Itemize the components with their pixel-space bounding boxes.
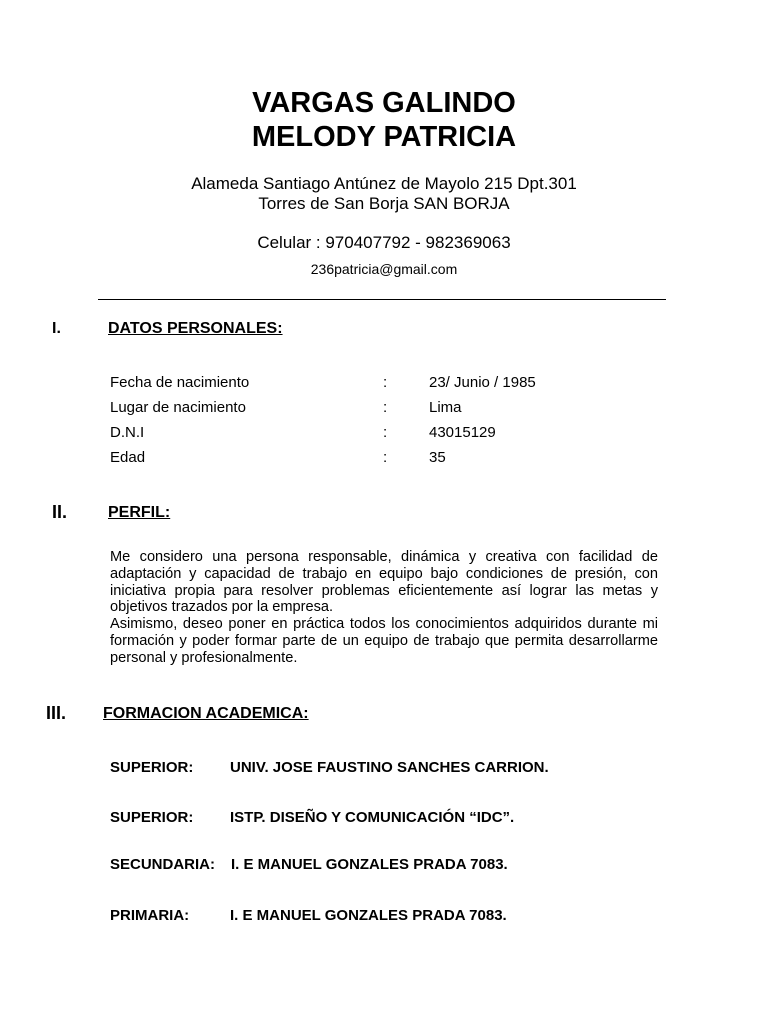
row-colon: : [383, 374, 388, 391]
row-label: D.N.I [110, 424, 145, 441]
profile-paragraph-2: Asimismo, deseo poner en práctica todos los conocimientos adquiridos durante mi formación y poder formar parte de un equipo de trabajo que permita desarrollarme personal y profesionalmente. [110, 616, 658, 666]
row-value: Lima [429, 399, 462, 416]
education-institution: UNIV. JOSE FAUSTINO SANCHES CARRION. [230, 759, 549, 776]
section-3-title: FORMACION ACADEMICA: [103, 705, 309, 722]
row-value: 43015129 [429, 424, 496, 441]
name-line-1: VARGAS GALINDO [252, 87, 516, 119]
address-line-1: Alameda Santiago Antúnez de Mayolo 215 Dpt.301 [191, 174, 577, 193]
email-line: 236patricia@gmail.com [310, 261, 458, 277]
education-level: PRIMARIA: [110, 907, 190, 924]
row-label: Edad [110, 449, 146, 466]
row-label: Fecha de nacimiento [110, 374, 250, 391]
phone-line: Celular : 970407792 - 982369063 [257, 233, 511, 252]
education-level: SECUNDARIA: [110, 856, 215, 873]
profile-text [110, 549, 658, 667]
row-value: 23/ Junio / 1985 [429, 374, 536, 391]
profile-paragraph-1: Me considero una persona responsable, dinámica y creativa con facilidad de adaptación y capacidad de trabajo en equipo bajo condiciones de presión, con iniciativa propia para resolver problemas eficientemente así lograr las metas y objetivos trazados por la empresa. [110, 549, 658, 616]
row-value: 35 [429, 449, 446, 466]
section-2-numeral: II. [52, 502, 68, 522]
address-line-2: Torres de San Borja SAN BORJA [258, 194, 510, 213]
education-institution: I. E MANUEL GONZALES PRADA 7083. [230, 907, 507, 924]
row-colon: : [383, 424, 388, 441]
education-level: SUPERIOR: [110, 759, 194, 776]
section-1-title: DATOS PERSONALES: [108, 320, 283, 337]
section-2-title: PERFIL: [108, 504, 171, 521]
header-divider [98, 299, 666, 300]
row-colon: : [383, 399, 388, 416]
education-level: SUPERIOR: [110, 809, 194, 826]
row-label: Lugar de nacimiento [110, 399, 246, 416]
name-line-2: MELODY PATRICIA [251, 121, 517, 153]
row-colon: : [383, 449, 388, 466]
section-1-numeral: I. [52, 320, 61, 337]
education-institution: I. E MANUEL GONZALES PRADA 7083. [231, 856, 508, 873]
section-3-numeral: III. [46, 703, 67, 723]
education-institution: ISTP. DISEÑO Y COMUNICACIÓN “IDC”. [230, 809, 515, 826]
